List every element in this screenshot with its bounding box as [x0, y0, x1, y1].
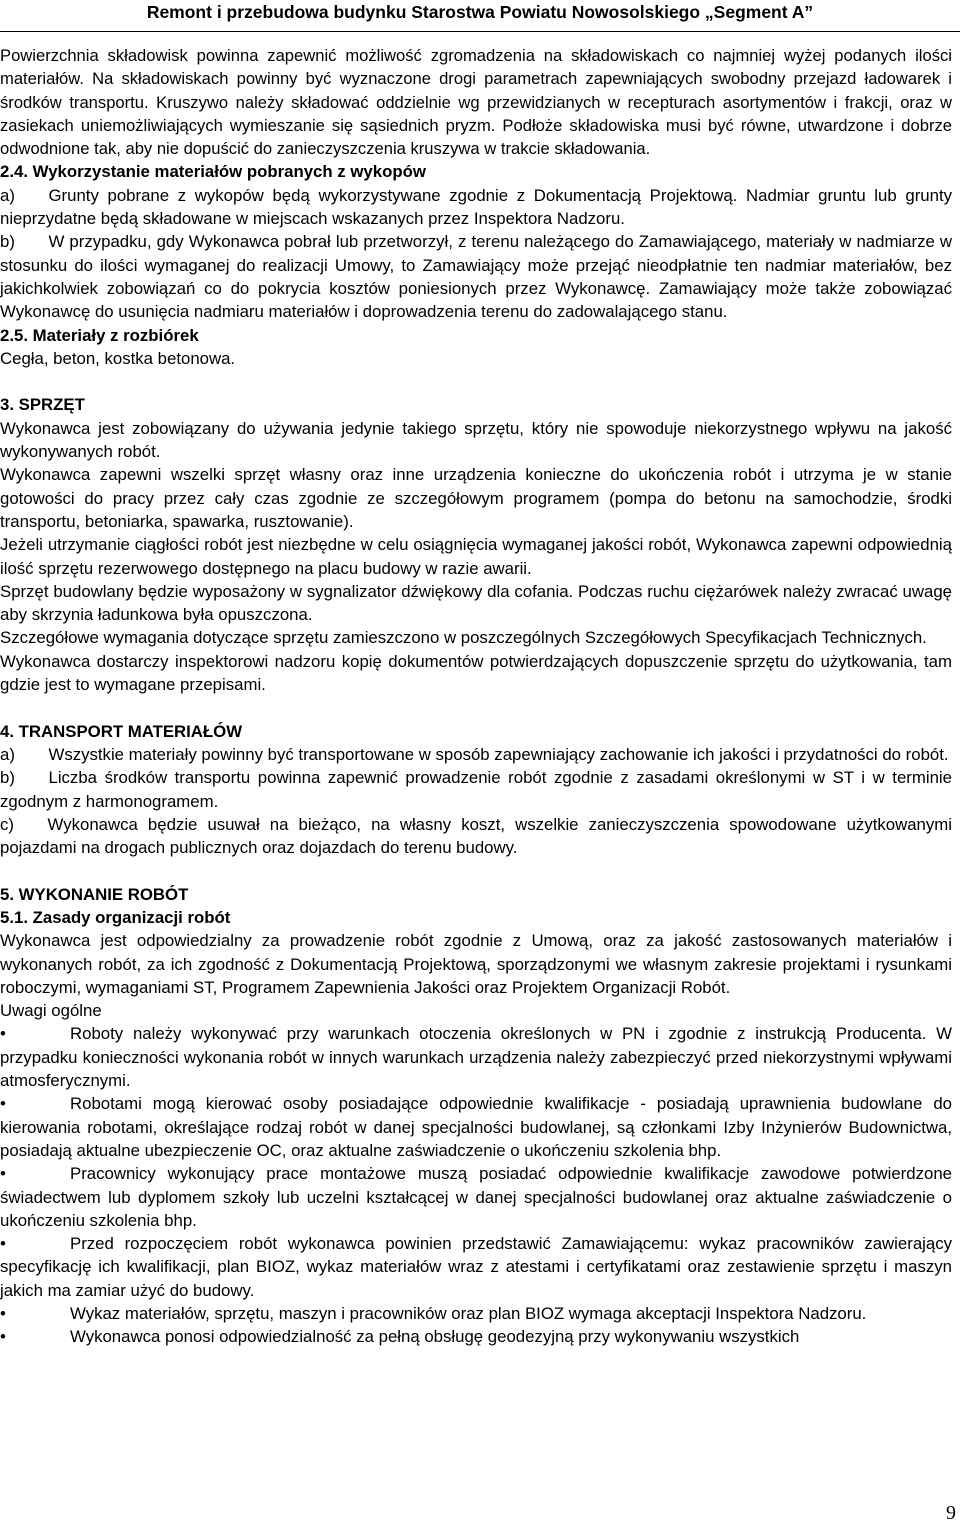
section-3-heading: 3. SPRZĘT [0, 395, 85, 415]
list-item-text: Wykaz materiałów, sprzętu, maszyn i pracowników oraz plan BIOZ wymaga akceptacji Inspektora Nadzoru. [70, 1304, 867, 1324]
section-4-heading: 4. TRANSPORT MATERIAŁÓW [0, 721, 243, 741]
list-item-text: Roboty należy wykonywać przy warunkach otoczenia określonych w PN i zgodnie z instrukcją Producenta. W przypadku konieczności wykonania robót w innych warunkach urządzenia należy zabezpieczyć przed niekorzystnymi wpływami atmosferycznymi. [0, 1024, 952, 1091]
bullet-icon: • [0, 1094, 6, 1114]
section-3-paragraph: Szczegółowe wymagania dotyczące sprzętu zamieszczono w poszczególnych Szczegółowych Specyfikacjach Technicznych. [0, 628, 927, 648]
section-3-paragraph: Wykonawca jest zobowiązany do używania jedynie takiego sprzętu, który nie spowoduje niekorzystnego wpływu na jakość wykonywanych robót. [0, 418, 952, 462]
section-3-paragraph: Sprzęt budowlany będzie wyposażony w sygnalizator dźwiękowy dla cofania. Podczas ruchu ciężarówek należy zwracać uwagę aby skrzynia ładunkowa była opuszczona. [0, 581, 952, 625]
list-item-text: Wykonawca ponosi odpowiedzialność za pełną obsługę geodezyjną przy wykonywaniu wszystkich [70, 1327, 800, 1347]
section-2-5-text: Cegła, beton, kostka betonowa. [0, 348, 236, 368]
list-item-text: Przed rozpoczęciem robót wykonawca powinien przedstawić Zamawiającemu: wykaz pracowników zawierający specyfikację ich kwalifikacji, plan BIOZ, wykaz materiałów wraz z atestami i certyfikatami oraz zestawienie sprzętu i maszyn jakich ma zamiar użyć do budowy. [0, 1234, 952, 1300]
spacer [0, 859, 952, 882]
bullet-icon: • [0, 1304, 6, 1324]
section-3-paragraph: Wykonawca zapewni wszelki sprzęt własny oraz inne urządzenia konieczne do ukończenia robót i utrzyma je w stanie gotowości do pracy przez cały czas zgodnie ze szczegółowym programem (pompa do betonu na samochodzie, środki transportu, betoniarka, spawarka, rusztowanie). [0, 465, 952, 531]
list-item [0, 1092, 952, 1162]
section-3-paragraph: Wykonawca dostarczy inspektorowi nadzoru kopię dokumentów potwierdzających dopuszczenie sprzętu do użytkowania, tam gdzie jest to wymagane przepisami. [0, 651, 952, 695]
section-5-1-paragraph: Wykonawca jest odpowiedzialny za prowadzenie robót zgodnie z Umową, oraz za jakość zastosowanych materiałów i wykonanych robót, za ich zgodność z Dokumentacją Projektową, sporządzonymi we własnym zakresie projektami i rysunkami roboczymi, wymaganiami ST, Programem Zapewnienia Jakości oraz Projektem Organizacji Robót. [0, 931, 952, 997]
list-item-text: Robotami mogą kierować osoby posiadające odpowiednie kwalifikacje - posiadają uprawnienia budowlane do kierowania robotami, określające rodzaj robót w danej specjalności budowlanej, są członkami Izby Inżynierów Budownictwa, posiadają aktualne ubezpieczenie OC, oraz aktualne zaświadczenie o ukończeniu szkolenia bhp. [0, 1094, 952, 1160]
list-item-text: Pracownicy wykonujący prace montażowe muszą posiadać odpowiednie kwalifikacje zawodowe potwierdzone świadectwem lub dyplomem szkoły lub uczelni kształcącej w danej specjalności budowlanej oraz aktualne zaświadczenie o ukończeniu szkolenia bhp. [0, 1164, 952, 1230]
page-header-title: Remont i przebudowa budynku Starostwa Powiatu Nowosolskiego „Segment A” [146, 2, 814, 22]
list-item [0, 1325, 952, 1348]
spacer [0, 370, 952, 393]
bullet-icon: • [0, 1327, 6, 1347]
section-4-item-c: c) Wykonawca będzie usuwał na bieżąco, na własny koszt, wszelkie zanieczyszczenia spowodowane użytkowanymi pojazdami na drogach publicznych oraz dojazdach do terenu budowy. [0, 814, 952, 858]
list-item [0, 1162, 952, 1232]
section-4-item-b: b) Liczba środków transportu powinna zapewnić prowadzenie robót zgodnie z zasadami określonymi w ST i w terminie zgodnym z harmonogramem. [0, 768, 952, 811]
bullet-icon: • [0, 1164, 6, 1184]
section-2-4-item-b: b) W przypadku, gdy Wykonawca pobrał lub przetworzył, z terenu należącego do Zamawiającego, materiały w nadmiarze w stosunku do ilości wymaganej do realizacji Umowy, to Zamawiający może przejąć nieodpłatnie ten nadmiar materiałów, bez jakichkolwiek zobowiązań co do pokrycia kosztów poniesionych przez Wykonawcę. Zamawiający może także zobowiązać Wykonawcę do usunięcia nadmiaru materiałów i doprowadzenia terenu do zadowalającego stanu. [0, 232, 952, 322]
spacer [0, 696, 952, 719]
storage-paragraph: Powierzchnia składowisk powinna zapewnić możliwość zgromadzenia na składowiskach co najmniej wyżej podanych ilości materiałów. Na składowiskach powinny być wyznaczone drogi parametrach zapewniających swobodny przejazd ładowarek i środków transportu. Kruszywo należy składować oddzielnie wg przewidzianych w recepturach asortymentów i frakcji, oraz w zasiekach uniemożliwiających wymieszanie się sąsiednich pryzm. Podłoże składowiska musi być równe, utwardzone i dobrze odwodnione tak, aby nie dopuścić do zanieczyszczenia kruszywa w trakcie składowania. [0, 46, 952, 159]
list-item [0, 1302, 952, 1325]
section-2-4-heading: 2.4. Wykorzystanie materiałów pobranych z wykopów [0, 162, 426, 182]
bullet-icon: • [0, 1234, 6, 1254]
general-notes-list [0, 1022, 952, 1348]
section-5-1-heading: 5.1. Zasady organizacji robót [0, 907, 231, 927]
header-divider [0, 31, 960, 32]
section-3-paragraph: Jeżeli utrzymanie ciągłości robót jest niezbędne w celu osiągnięcia wymaganej jakości robót, Wykonawca zapewni odpowiednią ilość sprzętu rezerwowego dostępnego na placu budowy w razie awarii. [0, 535, 952, 578]
bullet-icon: • [0, 1024, 6, 1044]
section-4-item-a: a) Wszystkie materiały powinny być transportowane w sposób zapewniający zachowanie ich jakości i przydatności do robót. [0, 744, 949, 764]
page-content [0, 44, 952, 1349]
list-item [0, 1232, 952, 1302]
general-notes-label: Uwagi ogólne [0, 1001, 102, 1021]
list-item [0, 1022, 952, 1092]
section-5-heading: 5. WYKONANIE ROBÓT [0, 884, 189, 904]
page-number: 9 [946, 1502, 956, 1524]
section-2-5-heading: 2.5. Materiały z rozbiórek [0, 325, 199, 345]
section-2-4-item-a: a) Grunty pobrane z wykopów będą wykorzystywane zgodnie z Dokumentacją Projektową. Nadmiar gruntu lub grunty nieprzydatne będą składowane w miejscach wskazanych przez Inspektora Nadzoru. [0, 185, 952, 229]
